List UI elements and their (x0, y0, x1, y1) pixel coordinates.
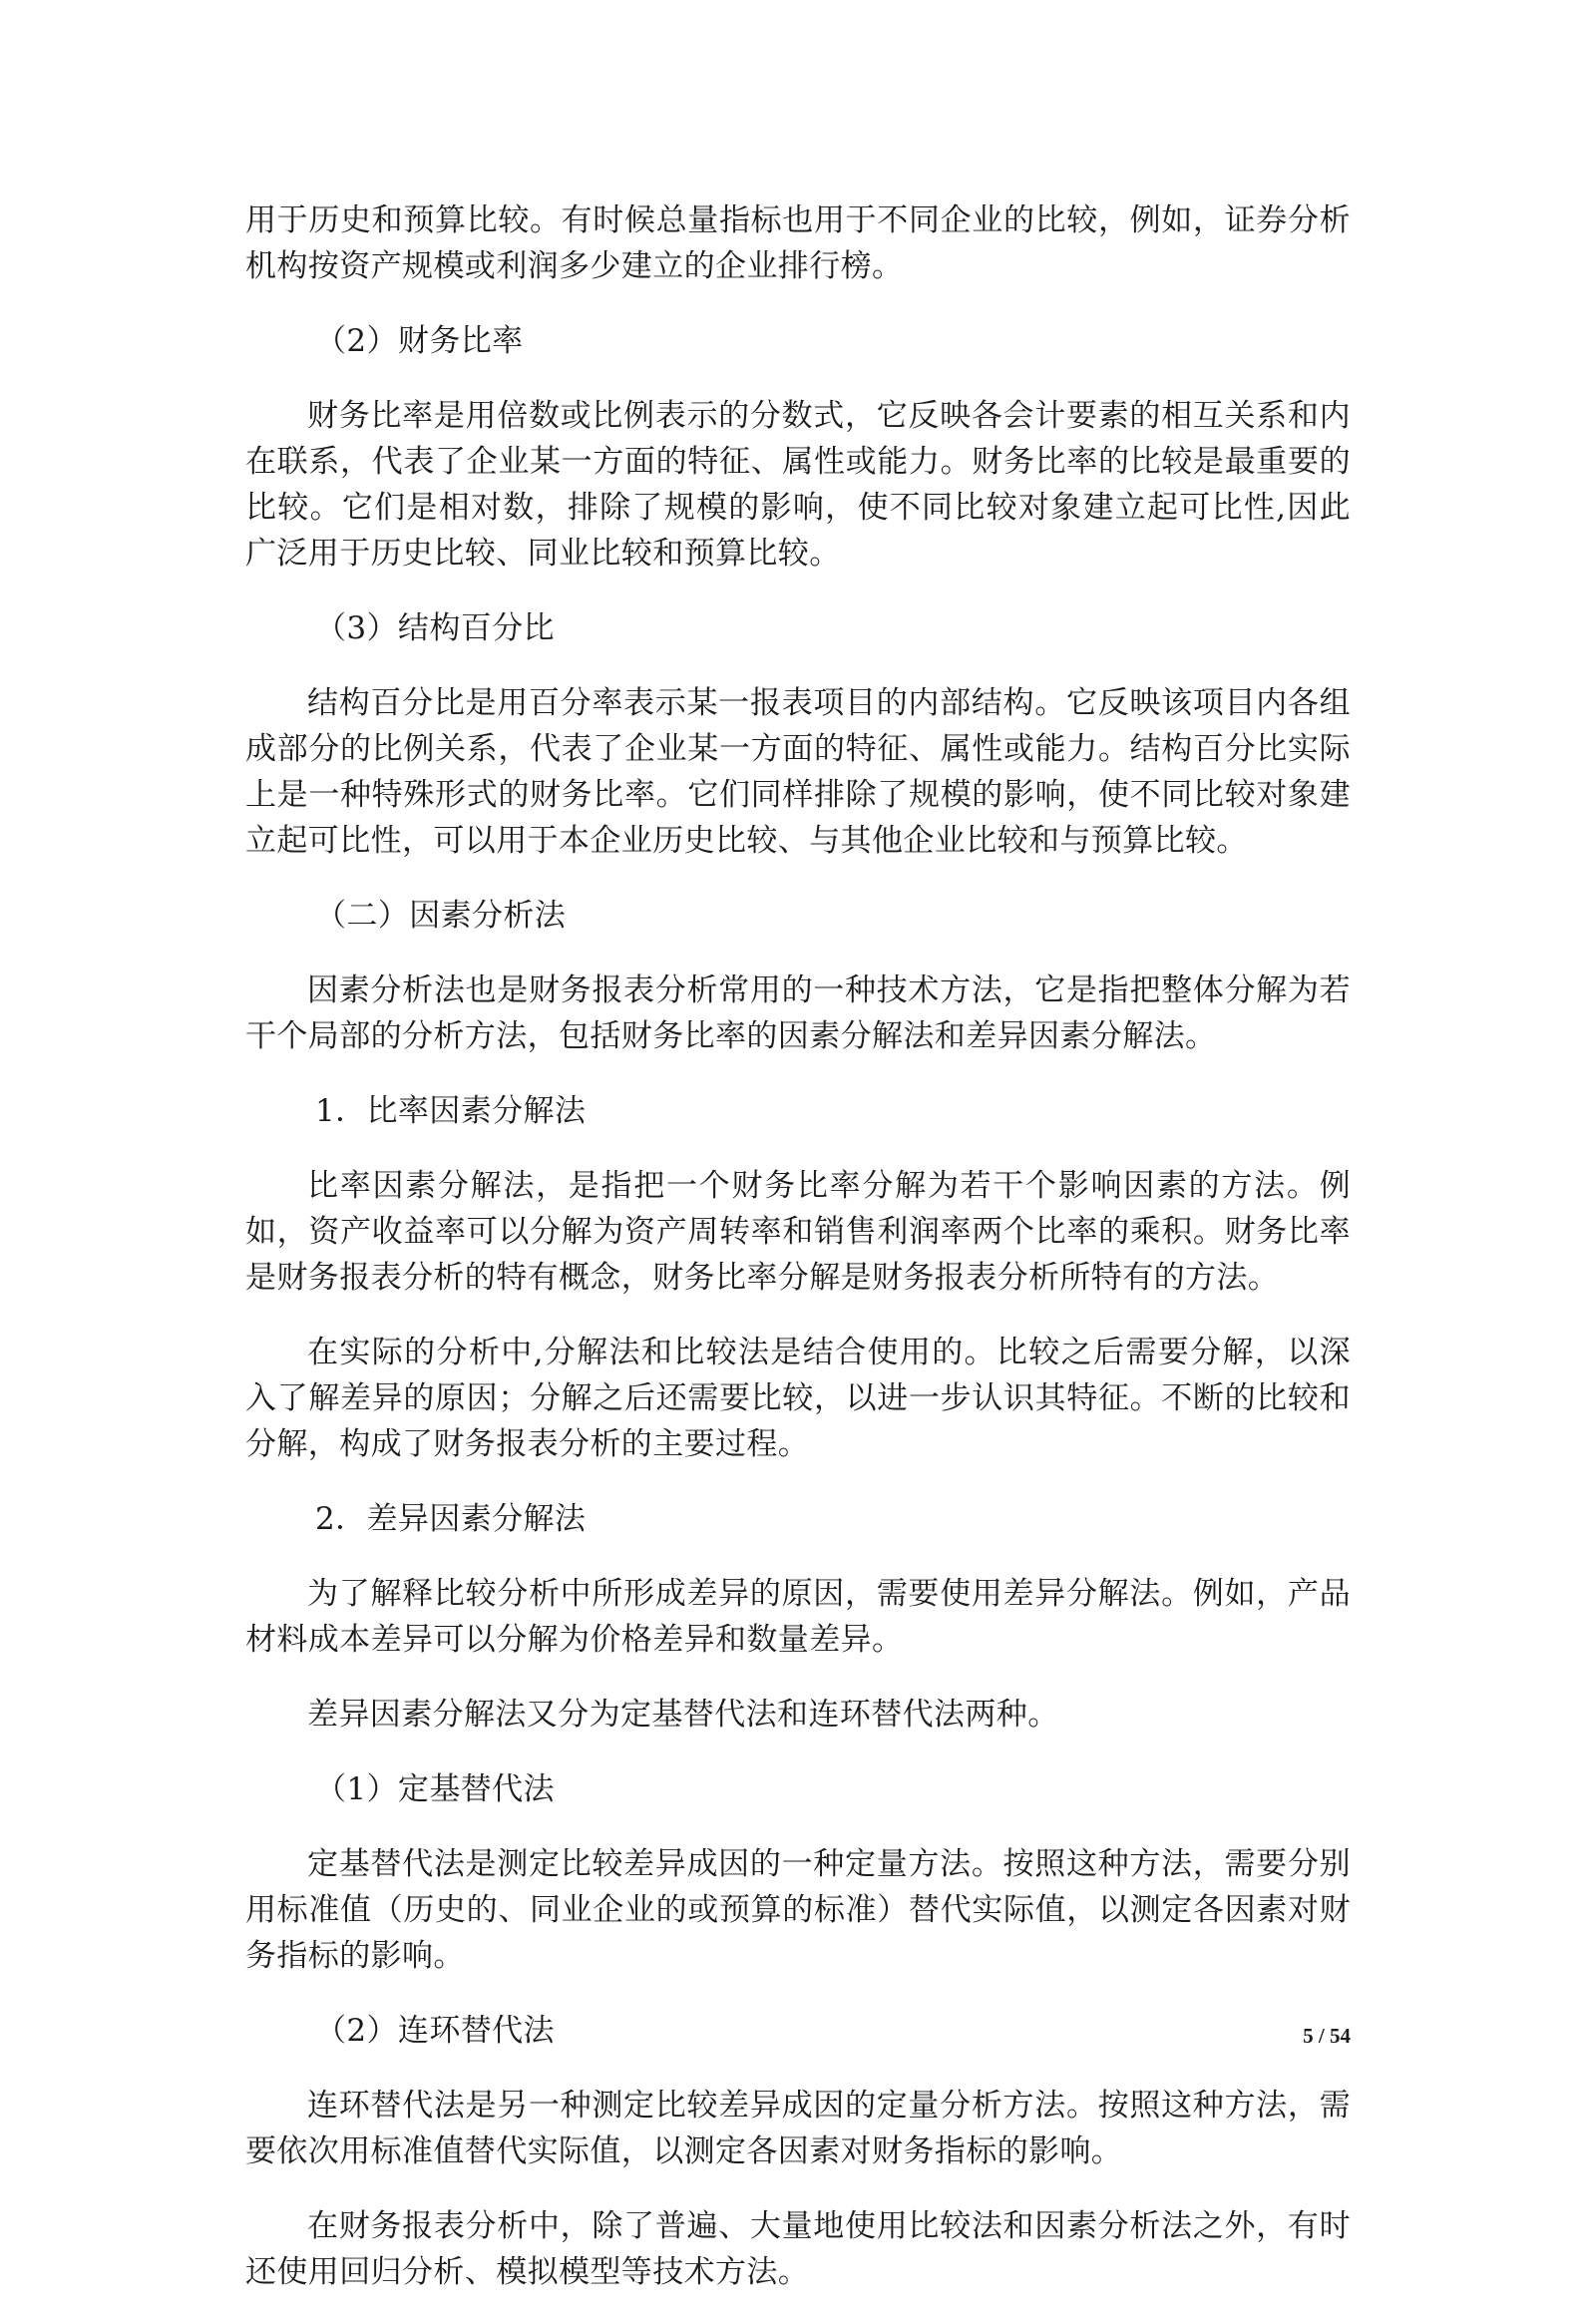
paragraph: 差异因素分解法又分为定基替代法和连环替代法两种。 (307, 1697, 1059, 1733)
paragraph: 为了解释比较分析中所形成差异的原因，需要使用差异分解法。例如，产品材料成本差异可以分解为价格差异和数量差异。 (245, 1576, 1351, 1658)
paragraph: 因素分析法也是财务报表分析常用的一种技术方法，它是指把整体分解为若干个局部的分析方法，包括财务比率的因素分解法和差异因素分解法。 (245, 972, 1351, 1054)
paragraph: 比率因素分解法，是指把一个财务比率分解为若干个影响因素的方法。例如，资产收益率可以分解为资产周转率和销售利润率两个比率的乘积。财务比率是财务报表分析的特有概念，财务比率分解是财务报表分析所特有的方法。 (245, 1168, 1351, 1296)
paragraph: 结构百分比是用百分率表示某一报表项目的内部结构。它反映该项目内各组成部分的比例关系，代表了企业某一方面的特征、属性或能力。结构百分比实际上是一种特殊形式的财务比率。它们同样排除了规模的影响，使不同比较对象建立起可比性，可以用于本企业历史比较、与其他企业比较和与预算比较。 (245, 685, 1351, 859)
section-heading: （3）结构百分比 (315, 610, 555, 646)
section-heading: 1．比率因素分解法 (315, 1093, 587, 1129)
paragraph: 定基替代法是测定比较差异成因的一种定量方法。按照这种方法，需要分别用标准值（历史的、同业企业的或预算的标准）替代实际值，以测定各因素对财务指标的影响。 (245, 1846, 1351, 1974)
section-heading: （2）连环替代法 (315, 2013, 555, 2049)
page-number: 5 / 54 (1303, 2024, 1351, 2048)
section-heading: （二）因素分析法 (315, 898, 567, 934)
paragraph: 连环替代法是另一种测定比较差异成因的定量分析方法。按照这种方法，需要依次用标准值替代实际值，以测定各因素对财务指标的影响。 (245, 2088, 1351, 2169)
paragraph: 财务比率是用倍数或比例表示的分数式，它反映各会计要素的相互关系和内在联系，代表了企业某一方面的特征、属性或能力。财务比率的比较是最重要的比较。它们是相对数，排除了规模的影响，使不同比较对象建立起可比性,因此广泛用于历史比较、同业比较和预算比较。 (245, 398, 1351, 572)
section-heading: 2．差异因素分解法 (315, 1501, 587, 1537)
paragraph: 在财务报表分析中，除了普遍、大量地使用比较法和因素分析法之外，有时还使用回归分析、模拟模型等技术方法。 (245, 2208, 1351, 2290)
paragraph: 在实际的分析中,分解法和比较法是结合使用的。比较之后需要分解，以深入了解差异的原因；分解之后还需要比较，以进一步认识其特征。不断的比较和分解，构成了财务报表分析的主要过程。 (245, 1335, 1351, 1462)
paragraph: 用于历史和预算比较。有时候总量指标也用于不同企业的比较，例如，证券分析机构按资产规模或利润多少建立的企业排行榜。 (245, 202, 1351, 284)
section-heading: （1）定基替代法 (315, 1771, 555, 1807)
document-page (245, 197, 1351, 2324)
section-heading: （2）财务比率 (315, 323, 524, 359)
